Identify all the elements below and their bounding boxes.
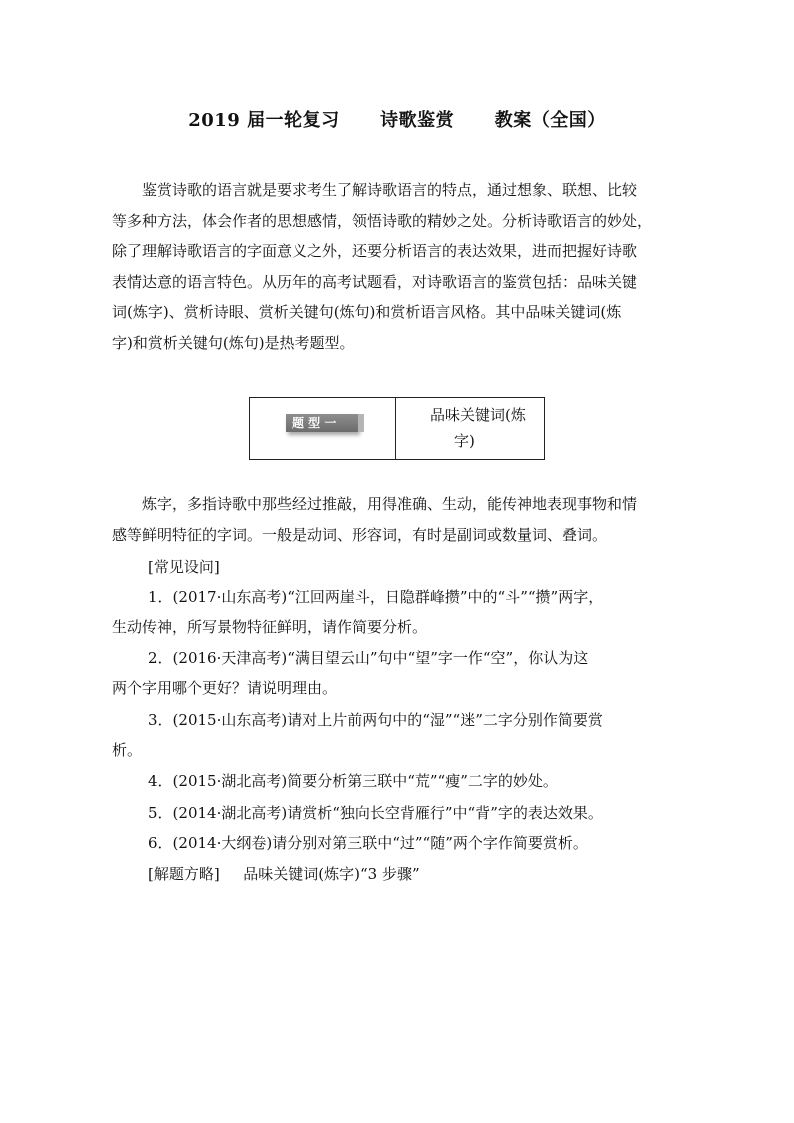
question-2: 2．(2016·天津高考)“满目望云山”句中“望”字一作“空”，你认为这 (148, 649, 589, 667)
intro-line: 表情达意的语言特色。从历年的高考试题看，对诗歌语言的鉴赏包括：品味关键 (112, 272, 638, 291)
intro-line: 字)和赏析关键句(炼句)是热考题型。 (112, 333, 355, 352)
intro-line: 除了理解诗歌语言的字面意义之外，还要分析语言的表达效果，进而把握好诗歌 (112, 242, 638, 260)
section-heading-table (249, 397, 545, 460)
question-1-cont: 生动传神，所写景物特征鲜明，请作简要分析。 (112, 618, 428, 636)
section-badge-cell (250, 398, 396, 459)
section-heading-line: 品味关键词(炼 (430, 406, 526, 424)
question-4: 4．(2015·湖北高考)简要分析第三联中“荒”“瘦”二字的妙处。 (148, 772, 558, 790)
question-2-cont: 两个字用哪个更好？请说明理由。 (112, 679, 338, 697)
intro-line: 词(炼字)、赏析诗眼、赏析关键句(炼句)和赏析语言风格。其中品味关键词(炼 (112, 303, 622, 321)
question-3: 3．(2015·山东高考)请对上片前两句中的“湿”“迷”二字分别作简要赏 (148, 711, 603, 729)
question-6: 6．(2014·大纲卷)请分别对第三联中“过”“随”两个字作简要赏析。 (148, 834, 588, 852)
definition-paragraph (112, 489, 684, 550)
strategy-line (148, 864, 420, 884)
question-1: 1．(2017·山东高考)“江回两崖斗，日隐群峰攒”中的“斗”“攒”两字， (148, 588, 604, 606)
intro-line: 等多种方法，体会作者的思想感情，领悟诗歌的精妙之处。分析诗歌语言的妙处， (112, 211, 653, 230)
document-title: 2019 届一轮复习 诗歌鉴赏 教案（全国） (188, 110, 606, 131)
question-3-cont: 析。 (112, 741, 143, 759)
definition-line: 感等鲜明特征的字词。一般是动词、形容词，有时是副词或数量词、叠词。 (112, 525, 608, 544)
definition-line: 炼字，多指诗歌中那些经过推敲，用得准确、生动，能传神地表现事物和情 (142, 495, 638, 513)
strategy-text: 品味关键词(炼字)“3 步骤” (243, 865, 420, 883)
section-badge: 题 型 一 (286, 414, 358, 432)
common-questions-label: [常见设问] (148, 558, 220, 576)
section-heading-cell (396, 398, 544, 459)
intro-line: 鉴赏诗歌的语言就是要求考生了解诗歌语言的特点，通过想象、联想、比较 (142, 181, 638, 199)
strategy-label: [解题方略] (148, 865, 220, 883)
intro-paragraph (112, 175, 684, 358)
question-5: 5．(2014·湖北高考)请赏析“独向长空背雁行”中“背”字的表达效果。 (148, 804, 603, 822)
section-heading-line: 字) (454, 432, 475, 450)
